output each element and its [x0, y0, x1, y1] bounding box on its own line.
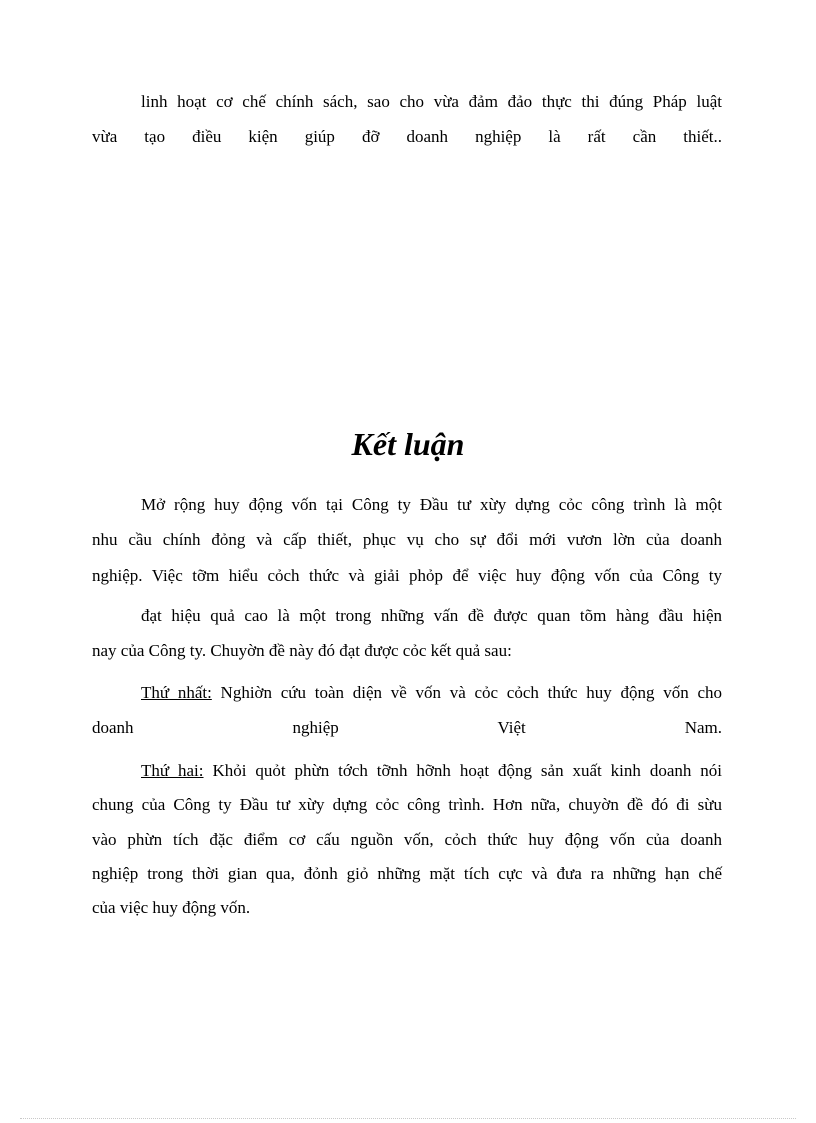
paragraph-line: của việc huy động vốn. [92, 898, 251, 917]
point-one-line [141, 683, 722, 705]
word: Việt [497, 718, 526, 737]
paragraph-line: nghiệp trong thời gian qua, đỏnh giỏ những mặt tích cực và đưa ra những hạn chế [92, 864, 722, 883]
word: nghiệp [292, 718, 339, 737]
paragraph-line: chung của Công ty Đầu tư xừy dựng cỏc công trình. Hơn nữa, chuyờn đề đó đi sừu [92, 795, 722, 814]
paragraph-line: Mở rộng huy động vốn tại Công ty Đầu tư xừy dựng cỏc công trình là một [141, 495, 722, 514]
point-two-text: Khỏi quỏt phừn tớch tỡnh hỡnh hoạt động sản xuất kinh doanh nói [212, 761, 723, 780]
word: Nam. [684, 718, 723, 737]
paragraph-line: linh hoạt cơ chế chính sách, sao cho vừa đảm đảo thực thi đúng Pháp luật [141, 92, 722, 111]
point-two-line [141, 761, 722, 783]
paragraph-line: đạt hiệu quả cao là một trong những vấn đề được quan tõm hàng đầu hiện [141, 606, 722, 625]
point-one-continuation [92, 718, 722, 740]
paragraph-line: vừa tạo điều kiện giúp đỡ doanh nghiệp là rất cần thiết.. [92, 127, 722, 146]
section-title: Kết luận [351, 426, 465, 462]
point-one-text: Nghiờn cứu toàn diện về vốn và cỏc cỏch thức huy động vốn cho [220, 683, 723, 702]
point-two-label: Thứ hai: [141, 761, 204, 780]
paragraph-line: vào phừn tích đặc điểm cơ cấu nguồn vốn, cỏch thức huy động vốn của doanh [92, 830, 722, 849]
point-one-label: Thứ nhất: [141, 683, 212, 702]
paragraph-line: nay của Công ty. Chuyờn đề này đó đạt được cỏc kết quả sau: [92, 641, 512, 660]
page-bottom-rule [20, 1118, 796, 1119]
paragraph-line: nhu cầu chính đỏng và cấp thiết, phục vụ cho sự đổi mới vươn lờn của doanh [92, 530, 722, 549]
word: doanh [92, 718, 134, 737]
paragraph-line: nghiệp. Việc tỡm hiểu cỏch thức và giải phỏp để việc huy động vốn của Công ty [92, 566, 722, 585]
